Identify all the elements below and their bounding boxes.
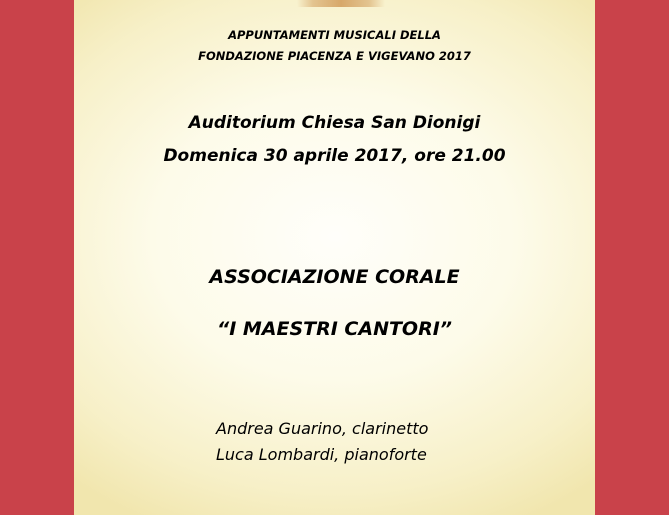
- right-red-border: [595, 0, 669, 515]
- ensemble-name-line-1: ASSOCIAZIONE CORALE: [209, 266, 460, 288]
- performer-piano: Luca Lombardi, pianoforte: [216, 445, 427, 464]
- left-red-border: [0, 0, 74, 515]
- series-title-line-2: FONDAZIONE PIACENZA E VIGEVANO 2017: [198, 49, 471, 63]
- event-date-time: Domenica 30 aprile 2017, ore 21.00: [163, 146, 506, 166]
- performer-clarinet: Andrea Guarino, clarinetto: [216, 419, 429, 438]
- logo-fragment: [297, 0, 385, 7]
- venue: Auditorium Chiesa San Dionigi: [188, 113, 481, 133]
- series-title-line-1: APPUNTAMENTI MUSICALI DELLA: [228, 28, 441, 42]
- ensemble-name-line-2: “I MAESTRI CANTORI”: [216, 318, 453, 340]
